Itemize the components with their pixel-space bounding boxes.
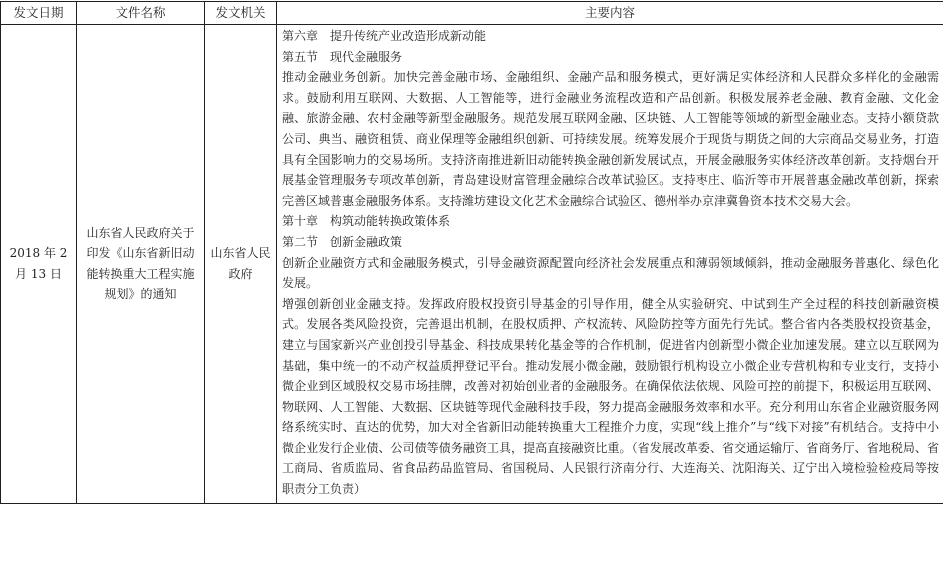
content-paragraph: 推动金融业务创新。加快完善金融市场、金融组织、金融产品和服务模式，更好满足实体经济和人民群众多样化的金融需求。鼓励利用互联网、大数据、人工智能等，进行金融业务流程改造和产品创新。积极发展养老金融、教育金融、文化金融、旅游金融、农村金融等新型金融服务。规范发展互联网金融、区块链、人工智能等领域的新型金融业态。支持小额贷款公司、典当、融资租赁、商业保理等金融组织创新、可持续发展。统筹发展介于现货与期货之间的大宗商品交易业务，打造具有全国影响力的交易场所。支持济南推进新旧动能转换金融创新发展试点，开展金融服务实体经济改革创新。支持烟台开展基金管理服务专项改革创新，青岛建设财富管理金融综合改革试验区。支持枣庄、临沂等市开展普惠金融改革创新，探索完善区域普惠金融服务体系。支持潍坊建设文化艺术金融综合试验区、德州举办京津冀鲁资本技术交易大会。 — [282, 67, 939, 211]
header-date: 发文日期 — [1, 2, 77, 25]
cell-date: 2018 年 2 月 13 日 — [1, 25, 77, 504]
section-heading: 第五节 现代金融服务 — [282, 47, 939, 68]
header-document-name: 文件名称 — [77, 2, 205, 25]
section-heading: 第二节 创新金融政策 — [282, 232, 939, 253]
header-issuing-authority: 发文机关 — [205, 2, 277, 25]
header-row — [1, 2, 943, 25]
policy-table — [0, 1, 943, 504]
chapter-heading: 第十章 构筑动能转换政策体系 — [282, 211, 939, 232]
content-paragraph: 创新企业融资方式和金融服务模式，引导金融资源配置向经济社会发展重点和薄弱领域倾斜，推动金融服务普惠化、绿色化发展。 — [282, 253, 939, 294]
cell-document-name: 山东省人民政府关于印发《山东省新旧动能转换重大工程实施规划》的通知 — [77, 25, 205, 504]
header-main-content: 主要内容 — [277, 2, 943, 25]
chapter-heading: 第六章 提升传统产业改造形成新动能 — [282, 26, 939, 47]
cell-main-content — [277, 25, 943, 504]
table-row — [1, 25, 943, 504]
content-paragraph: 增强创新创业金融支持。发挥政府股权投资引导基金的引导作用，健全从实验研究、中试到生产全过程的科技创新融资模式。发展各类风险投资，完善退出机制，在股权质押、产权流转、风险防控等方面先行先试。整合省内各类股权投资基金，建立与国家新兴产业创投引导基金、科技成果转化基金等的合作机制，促进省内创新型小微企业加速发展。建立以互联网为基础，集中统一的不动产权益质押登记平台。推动发展小微金融，鼓励银行机构设立小微企业专营机构和专业支行，支持小微企业到区域股权交易市场挂牌，改善对初始创业者的金融服务。在确保依法依规、风险可控的前提下，积极运用互联网、物联网、人工智能、大数据、区块链等现代金融科技手段，努力提高金融服务效率和水平。充分利用山东省企业融资服务网络系统实时、直达的优势，加大对全省新旧动能转换重大工程推介力度，实现“线上推介”与“线下对接”有机结合。支持中小微企业发行企业债、公司债等债务融资工具，提高直接融资比重。（省发展改革委、省交通运输厅、省商务厅、省地税局、省工商局、省质监局、省食品药品监管局、省国税局、人民银行济南分行、大连海关、沈阳海关、辽宁出入境检验检疫局等按职责分工负责） — [282, 294, 939, 500]
cell-issuing-authority: 山东省人民政府 — [205, 25, 277, 504]
